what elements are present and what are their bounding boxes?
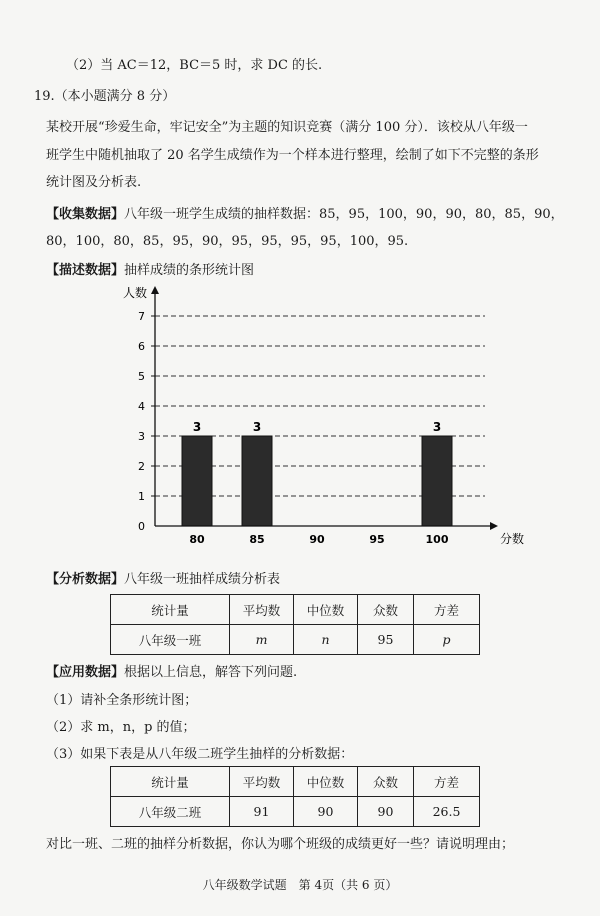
table-header: 平均数 xyxy=(230,767,294,797)
table-cell: 26.5 xyxy=(414,797,480,827)
table-cell: 八年级二班 xyxy=(111,797,230,827)
x-axis-label: 分数 xyxy=(500,532,525,546)
table-header: 众数 xyxy=(358,595,414,625)
table-header: 中位数 xyxy=(294,595,358,625)
bar-data-label: 3 xyxy=(192,420,202,434)
y-axis-label: 人数 xyxy=(122,286,147,300)
x-tick-label: 100 xyxy=(425,533,449,546)
bar xyxy=(422,436,452,526)
apply-text: 根据以上信息，解答下列问题. xyxy=(124,665,298,680)
table-header: 众数 xyxy=(358,767,414,797)
q19-intro-1: 某校开展“珍爱生命，牢记安全”为主题的知识竞赛（满分 100 分）．该校从八年级一 xyxy=(46,120,528,135)
q19-intro-2: 班学生中随机抽取了 20 名学生成绩作为一个样本进行整理，绘制了如下不完整的条形 xyxy=(46,148,539,163)
table-cell: m xyxy=(230,625,294,655)
sub-question-3: （3）如果下表是从八年级二班学生抽样的分析数据： xyxy=(46,747,354,762)
page-footer: 八年级数学试题 第 4页（共 6 页） xyxy=(202,878,398,892)
apply-data xyxy=(46,664,297,682)
table-cell: 90 xyxy=(358,797,414,827)
collect-line2: 80，100，80，85，95，90，95，95，95，95，100，95. xyxy=(46,234,409,249)
bar xyxy=(182,436,212,526)
class2-analysis-table xyxy=(110,766,480,827)
analyze-tag: 【分析数据】 xyxy=(46,572,125,587)
table-cell: 91 xyxy=(230,797,294,827)
table-header-row xyxy=(111,595,480,625)
y-tick-label: 3 xyxy=(138,430,145,443)
y-tick-label: 5 xyxy=(138,370,145,383)
describe-text: 抽样成绩的条形统计图 xyxy=(124,263,255,278)
x-tick-label: 90 xyxy=(309,533,325,546)
describe-data xyxy=(46,262,254,280)
q19-header: 19.（本小题满分 8 分） xyxy=(34,89,176,104)
bar xyxy=(242,436,272,526)
x-tick-label: 85 xyxy=(249,533,265,546)
table-cell: n xyxy=(294,625,358,655)
table-cell: p xyxy=(414,625,480,655)
q18-part2: （2）当 AC＝12，BC＝5 时，求 DC 的长. xyxy=(66,58,323,73)
table-header-row xyxy=(111,767,480,797)
table-header: 统计量 xyxy=(111,767,230,797)
y-tick-label: 6 xyxy=(138,340,145,353)
bar-data-label: 3 xyxy=(252,420,262,434)
y-tick-label: 4 xyxy=(138,400,145,413)
y-tick-label: 7 xyxy=(138,310,145,323)
class1-analysis-table xyxy=(110,594,480,655)
table-row xyxy=(111,625,480,655)
table-cell: 95 xyxy=(358,625,414,655)
analyze-data xyxy=(46,571,280,589)
x-tick-label: 95 xyxy=(369,533,385,546)
table-header: 方差 xyxy=(414,767,480,797)
x-axis-arrow xyxy=(490,522,498,530)
sub-question-2: （2）求 m，n，p 的值； xyxy=(46,720,196,735)
y-axis-arrow xyxy=(151,286,159,294)
table-header: 中位数 xyxy=(294,767,358,797)
table-header: 平均数 xyxy=(230,595,294,625)
collect-tag: 【收集数据】 xyxy=(46,207,125,222)
bar-data-label: 3 xyxy=(432,420,442,434)
bar-chart xyxy=(115,280,525,550)
y-tick-label: 2 xyxy=(138,460,145,473)
describe-tag: 【描述数据】 xyxy=(46,263,125,278)
final-question: 对比一班、二班的抽样分析数据，你认为哪个班级的成绩更好一些？请说明理由； xyxy=(46,837,515,852)
table-header: 统计量 xyxy=(111,595,230,625)
analyze-text: 八年级一班抽样成绩分析表 xyxy=(124,572,281,587)
table-cell: 90 xyxy=(294,797,358,827)
y-tick-label: 1 xyxy=(138,490,145,503)
collect-data xyxy=(46,206,564,224)
table-header: 方差 xyxy=(414,595,480,625)
table-row xyxy=(111,797,480,827)
sub-question-1: （1）请补全条形统计图； xyxy=(46,693,198,708)
x-tick-label: 80 xyxy=(189,533,205,546)
y-tick-label: 0 xyxy=(138,520,145,533)
table-cell: 八年级一班 xyxy=(111,625,230,655)
apply-tag: 【应用数据】 xyxy=(46,665,125,680)
collect-line1: 八年级一班学生成绩的抽样数据：85，95，100，90，90，80，85，90， xyxy=(124,207,564,222)
q19-intro-3: 统计图及分析表. xyxy=(46,175,142,190)
